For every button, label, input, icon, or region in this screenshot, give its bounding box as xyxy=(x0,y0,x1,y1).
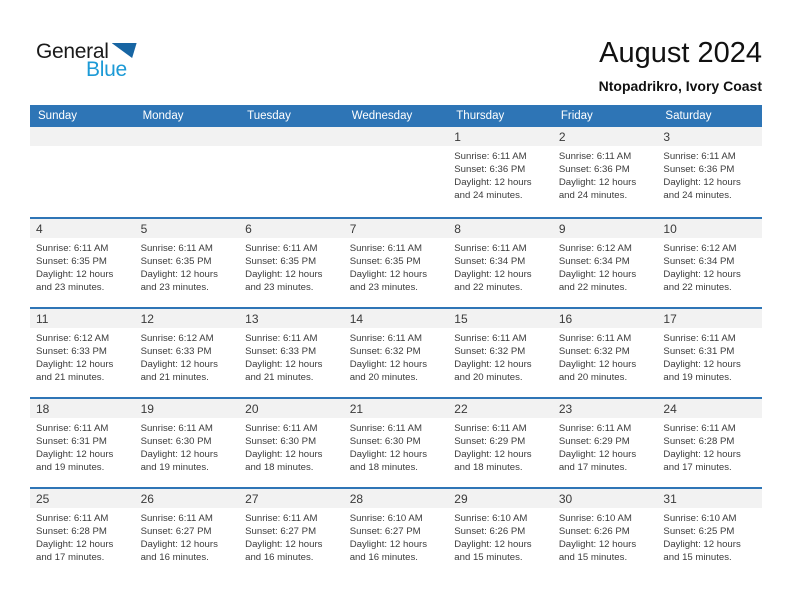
day-detail-line: and 18 minutes. xyxy=(349,462,418,473)
day-number: 9 xyxy=(553,219,658,238)
day-cell-1 xyxy=(448,127,553,217)
day-cell-21 xyxy=(344,399,449,487)
day-detail-line: and 20 minutes. xyxy=(558,372,628,383)
day-detail-line: Sunset: 6:33 PM xyxy=(36,346,107,357)
week-row xyxy=(30,307,762,397)
day-number: 26 xyxy=(135,489,240,508)
day-detail-line: Sunrise: 6:11 AM xyxy=(245,513,318,524)
day-detail-line: and 16 minutes. xyxy=(349,552,418,563)
day-detail-line: Daylight: 12 hours xyxy=(663,269,741,280)
day-detail-line: Sunrise: 6:11 AM xyxy=(349,423,423,434)
day-cell-30 xyxy=(553,489,658,577)
day-detail-line: Sunrise: 6:11 AM xyxy=(245,243,318,254)
weekday-header-sunday: Sunday xyxy=(38,110,78,122)
day-details xyxy=(553,146,658,202)
day-cell-4 xyxy=(30,219,135,307)
day-detail-line: Sunset: 6:30 PM xyxy=(245,436,317,447)
day-details xyxy=(448,238,553,294)
day-cell-20 xyxy=(239,399,344,487)
day-detail-line: Sunset: 6:35 PM xyxy=(349,256,421,267)
day-cell-10 xyxy=(657,219,762,307)
day-detail-line: Sunset: 6:35 PM xyxy=(140,256,212,267)
day-detail-line: and 23 minutes. xyxy=(349,282,418,293)
day-details xyxy=(553,328,658,384)
logo-triangle-icon xyxy=(112,43,137,58)
day-detail-line: Sunset: 6:33 PM xyxy=(140,346,212,357)
day-details xyxy=(344,508,449,564)
day-details xyxy=(657,418,762,474)
day-detail-line: Sunset: 6:33 PM xyxy=(245,346,317,357)
weekday-header-row xyxy=(30,105,762,127)
day-cell-empty xyxy=(135,127,240,217)
day-detail-line: Sunset: 6:34 PM xyxy=(558,256,630,267)
day-detail-line: Sunrise: 6:11 AM xyxy=(36,513,109,524)
week-row xyxy=(30,127,762,217)
day-detail-line: Sunset: 6:27 PM xyxy=(245,526,317,537)
day-detail-line: and 18 minutes. xyxy=(454,462,523,473)
day-cell-13 xyxy=(239,309,344,397)
day-detail-line: and 22 minutes. xyxy=(454,282,523,293)
day-number: 30 xyxy=(553,489,658,508)
day-detail-line: Daylight: 12 hours xyxy=(140,449,218,460)
day-details xyxy=(135,238,240,294)
day-detail-line: and 19 minutes. xyxy=(36,462,105,473)
day-detail-line: Sunrise: 6:11 AM xyxy=(558,151,632,162)
day-detail-line: Daylight: 12 hours xyxy=(349,359,428,370)
day-detail-line: and 22 minutes. xyxy=(663,282,732,293)
day-cell-25 xyxy=(30,489,135,577)
day-cell-11 xyxy=(30,309,135,397)
day-cell-empty xyxy=(239,127,344,217)
day-detail-line: Daylight: 12 hours xyxy=(558,177,637,188)
day-detail-line: Daylight: 12 hours xyxy=(245,539,323,550)
day-detail-line: and 16 minutes. xyxy=(245,552,314,563)
day-number: 24 xyxy=(657,399,762,418)
day-detail-line: Daylight: 12 hours xyxy=(663,177,741,188)
day-number: 27 xyxy=(239,489,344,508)
day-detail-line: Daylight: 12 hours xyxy=(349,269,428,280)
general-blue-logo xyxy=(36,40,137,81)
day-detail-line: Sunrise: 6:11 AM xyxy=(140,243,213,254)
day-details xyxy=(344,328,449,384)
day-detail-line: and 22 minutes. xyxy=(558,282,628,293)
day-details xyxy=(344,418,449,474)
day-detail-line: and 18 minutes. xyxy=(245,462,314,473)
week-row xyxy=(30,217,762,307)
day-number: 5 xyxy=(135,219,240,238)
weekday-header-wednesday: Wednesday xyxy=(351,110,413,122)
day-detail-line: and 24 minutes. xyxy=(558,190,628,201)
day-detail-line: Daylight: 12 hours xyxy=(140,269,218,280)
day-detail-line: Sunset: 6:36 PM xyxy=(454,164,526,175)
weekday-header-thursday: Thursday xyxy=(456,110,505,122)
day-detail-line: Daylight: 12 hours xyxy=(663,449,741,460)
day-detail-line: Sunset: 6:35 PM xyxy=(36,256,107,267)
logo-text-general: General xyxy=(36,40,109,63)
day-cell-19 xyxy=(135,399,240,487)
day-number-band-empty xyxy=(344,127,449,146)
day-details xyxy=(30,418,135,474)
day-detail-line: Daylight: 12 hours xyxy=(245,269,323,280)
day-cell-3 xyxy=(657,127,762,217)
day-details xyxy=(135,328,240,384)
day-number: 3 xyxy=(657,127,762,146)
day-number: 10 xyxy=(657,219,762,238)
day-details xyxy=(657,238,762,294)
day-number: 12 xyxy=(135,309,240,328)
day-cell-28 xyxy=(344,489,449,577)
day-number: 1 xyxy=(448,127,553,146)
day-detail-line: Sunrise: 6:11 AM xyxy=(558,333,632,344)
day-detail-line: Daylight: 12 hours xyxy=(558,359,637,370)
day-detail-line: Sunset: 6:34 PM xyxy=(663,256,735,267)
day-cell-empty xyxy=(344,127,449,217)
day-detail-line: and 16 minutes. xyxy=(140,552,209,563)
logo-text-blue: Blue xyxy=(86,58,127,81)
day-detail-line: and 21 minutes. xyxy=(140,372,209,383)
day-detail-line: and 17 minutes. xyxy=(558,462,628,473)
day-cell-29 xyxy=(448,489,553,577)
day-number: 14 xyxy=(344,309,449,328)
day-detail-line: Daylight: 12 hours xyxy=(36,449,114,460)
day-detail-line: Daylight: 12 hours xyxy=(454,269,532,280)
day-detail-line: Sunrise: 6:11 AM xyxy=(454,423,527,434)
day-detail-line: Sunrise: 6:11 AM xyxy=(454,243,527,254)
day-detail-line: Sunrise: 6:10 AM xyxy=(663,513,737,524)
day-details xyxy=(30,328,135,384)
day-number: 13 xyxy=(239,309,344,328)
day-details xyxy=(553,418,658,474)
day-cell-14 xyxy=(344,309,449,397)
day-details xyxy=(239,238,344,294)
day-detail-line: Daylight: 12 hours xyxy=(663,539,741,550)
day-detail-line: and 15 minutes. xyxy=(663,552,732,563)
day-detail-line: and 20 minutes. xyxy=(349,372,418,383)
day-details xyxy=(239,418,344,474)
day-cell-5 xyxy=(135,219,240,307)
weekday-header-friday: Friday xyxy=(560,110,593,122)
day-number: 28 xyxy=(344,489,449,508)
day-detail-line: Daylight: 12 hours xyxy=(140,359,218,370)
day-number: 29 xyxy=(448,489,553,508)
day-cell-empty xyxy=(30,127,135,217)
calendar-grid xyxy=(30,127,762,577)
day-detail-line: Sunset: 6:36 PM xyxy=(558,164,630,175)
day-cell-8 xyxy=(448,219,553,307)
day-detail-line: Daylight: 12 hours xyxy=(454,359,532,370)
day-detail-line: and 15 minutes. xyxy=(558,552,628,563)
day-cell-7 xyxy=(344,219,449,307)
day-detail-line: and 23 minutes. xyxy=(36,282,105,293)
day-detail-line: Daylight: 12 hours xyxy=(663,359,741,370)
title-block xyxy=(599,36,762,94)
day-number: 17 xyxy=(657,309,762,328)
calendar xyxy=(30,105,762,577)
day-detail-line: and 19 minutes. xyxy=(140,462,209,473)
day-detail-line: Daylight: 12 hours xyxy=(454,177,532,188)
day-detail-line: Sunset: 6:32 PM xyxy=(349,346,421,357)
day-detail-line: Sunset: 6:31 PM xyxy=(663,346,735,357)
day-detail-line: Daylight: 12 hours xyxy=(454,539,532,550)
day-detail-line: and 23 minutes. xyxy=(245,282,314,293)
day-detail-line: Daylight: 12 hours xyxy=(245,359,323,370)
day-number: 19 xyxy=(135,399,240,418)
day-details xyxy=(239,508,344,564)
day-detail-line: Sunset: 6:31 PM xyxy=(36,436,107,447)
day-detail-line: and 24 minutes. xyxy=(454,190,523,201)
day-number-band-empty xyxy=(135,127,240,146)
day-detail-line: and 21 minutes. xyxy=(245,372,314,383)
day-detail-line: Daylight: 12 hours xyxy=(558,539,637,550)
day-number: 2 xyxy=(553,127,658,146)
day-cell-9 xyxy=(553,219,658,307)
day-number: 7 xyxy=(344,219,449,238)
day-details xyxy=(657,328,762,384)
day-detail-line: Sunrise: 6:11 AM xyxy=(349,243,423,254)
day-cell-17 xyxy=(657,309,762,397)
day-detail-line: Sunrise: 6:12 AM xyxy=(140,333,214,344)
day-cell-31 xyxy=(657,489,762,577)
day-details xyxy=(448,146,553,202)
day-number-band-empty xyxy=(239,127,344,146)
day-number: 8 xyxy=(448,219,553,238)
day-number: 31 xyxy=(657,489,762,508)
day-detail-line: Daylight: 12 hours xyxy=(245,449,323,460)
day-detail-line: Sunset: 6:29 PM xyxy=(558,436,630,447)
day-detail-line: Sunset: 6:34 PM xyxy=(454,256,526,267)
day-details xyxy=(344,238,449,294)
day-detail-line: and 20 minutes. xyxy=(454,372,523,383)
day-details xyxy=(239,328,344,384)
day-detail-line: Daylight: 12 hours xyxy=(36,359,114,370)
day-detail-line: Sunrise: 6:11 AM xyxy=(454,151,527,162)
day-detail-line: Sunset: 6:26 PM xyxy=(558,526,630,537)
day-number: 6 xyxy=(239,219,344,238)
day-cell-24 xyxy=(657,399,762,487)
day-detail-line: Sunset: 6:27 PM xyxy=(140,526,212,537)
day-number: 23 xyxy=(553,399,658,418)
day-cell-27 xyxy=(239,489,344,577)
day-detail-line: and 15 minutes. xyxy=(454,552,523,563)
weekday-header-tuesday: Tuesday xyxy=(247,110,291,122)
day-detail-line: Sunrise: 6:12 AM xyxy=(663,243,737,254)
day-detail-line: Daylight: 12 hours xyxy=(36,539,114,550)
day-detail-line: Sunset: 6:28 PM xyxy=(36,526,107,537)
weekday-header-saturday: Saturday xyxy=(665,110,712,122)
day-detail-line: Sunset: 6:32 PM xyxy=(454,346,526,357)
day-detail-line: Sunrise: 6:11 AM xyxy=(36,243,109,254)
day-detail-line: Sunrise: 6:11 AM xyxy=(36,423,109,434)
day-detail-line: Sunrise: 6:11 AM xyxy=(663,423,736,434)
day-details xyxy=(657,508,762,564)
calendar-month-title: August 2024 xyxy=(599,37,762,69)
day-detail-line: Daylight: 12 hours xyxy=(36,269,114,280)
day-detail-line: Sunrise: 6:10 AM xyxy=(454,513,528,524)
day-cell-6 xyxy=(239,219,344,307)
day-detail-line: and 17 minutes. xyxy=(36,552,105,563)
day-number: 22 xyxy=(448,399,553,418)
day-detail-line: Sunrise: 6:11 AM xyxy=(558,423,632,434)
day-detail-line: and 17 minutes. xyxy=(663,462,732,473)
day-number: 21 xyxy=(344,399,449,418)
day-number: 11 xyxy=(30,309,135,328)
calendar-location-subtitle: Ntopadrikro, Ivory Coast xyxy=(598,78,762,94)
day-detail-line: Sunset: 6:35 PM xyxy=(245,256,317,267)
day-number: 4 xyxy=(30,219,135,238)
day-cell-18 xyxy=(30,399,135,487)
day-number: 20 xyxy=(239,399,344,418)
weekday-header-monday: Monday xyxy=(142,110,184,122)
day-details xyxy=(448,508,553,564)
day-detail-line: and 19 minutes. xyxy=(663,372,732,383)
week-row xyxy=(30,397,762,487)
day-detail-line: Sunrise: 6:11 AM xyxy=(663,333,736,344)
day-cell-12 xyxy=(135,309,240,397)
day-details xyxy=(30,508,135,564)
day-detail-line: Sunrise: 6:11 AM xyxy=(663,151,736,162)
day-cell-22 xyxy=(448,399,553,487)
day-detail-line: and 23 minutes. xyxy=(140,282,209,293)
day-detail-line: Sunrise: 6:11 AM xyxy=(454,333,527,344)
day-detail-line: Sunset: 6:26 PM xyxy=(454,526,526,537)
day-details xyxy=(30,238,135,294)
day-detail-line: Daylight: 12 hours xyxy=(558,269,637,280)
day-detail-line: Sunrise: 6:11 AM xyxy=(349,333,423,344)
day-cell-2 xyxy=(553,127,658,217)
week-row xyxy=(30,487,762,577)
day-cell-15 xyxy=(448,309,553,397)
day-detail-line: Sunrise: 6:10 AM xyxy=(349,513,423,524)
day-detail-line: Daylight: 12 hours xyxy=(454,449,532,460)
day-details xyxy=(448,328,553,384)
day-number: 25 xyxy=(30,489,135,508)
day-detail-line: Sunset: 6:25 PM xyxy=(663,526,735,537)
day-detail-line: Sunset: 6:30 PM xyxy=(140,436,212,447)
day-details xyxy=(553,238,658,294)
day-detail-line: Sunrise: 6:12 AM xyxy=(558,243,632,254)
day-details xyxy=(135,418,240,474)
day-detail-line: Daylight: 12 hours xyxy=(349,449,428,460)
day-detail-line: Daylight: 12 hours xyxy=(349,539,428,550)
day-detail-line: Sunset: 6:32 PM xyxy=(558,346,630,357)
day-cell-26 xyxy=(135,489,240,577)
day-details xyxy=(657,146,762,202)
day-details xyxy=(553,508,658,564)
day-detail-line: Sunset: 6:36 PM xyxy=(663,164,735,175)
day-detail-line: Sunrise: 6:11 AM xyxy=(245,333,318,344)
day-detail-line: Daylight: 12 hours xyxy=(140,539,218,550)
day-number: 15 xyxy=(448,309,553,328)
day-detail-line: Sunset: 6:29 PM xyxy=(454,436,526,447)
day-detail-line: and 24 minutes. xyxy=(663,190,732,201)
day-detail-line: Sunrise: 6:10 AM xyxy=(558,513,632,524)
day-detail-line: Sunrise: 6:12 AM xyxy=(36,333,110,344)
day-number-band-empty xyxy=(30,127,135,146)
day-detail-line: Sunset: 6:30 PM xyxy=(349,436,421,447)
day-detail-line: Sunrise: 6:11 AM xyxy=(140,513,213,524)
day-detail-line: Sunset: 6:27 PM xyxy=(349,526,421,537)
day-number: 16 xyxy=(553,309,658,328)
day-details xyxy=(135,508,240,564)
day-detail-line: Daylight: 12 hours xyxy=(558,449,637,460)
day-cell-16 xyxy=(553,309,658,397)
day-details xyxy=(448,418,553,474)
day-detail-line: and 21 minutes. xyxy=(36,372,105,383)
day-cell-23 xyxy=(553,399,658,487)
day-detail-line: Sunrise: 6:11 AM xyxy=(140,423,213,434)
day-detail-line: Sunrise: 6:11 AM xyxy=(245,423,318,434)
day-detail-line: Sunset: 6:28 PM xyxy=(663,436,735,447)
day-number: 18 xyxy=(30,399,135,418)
